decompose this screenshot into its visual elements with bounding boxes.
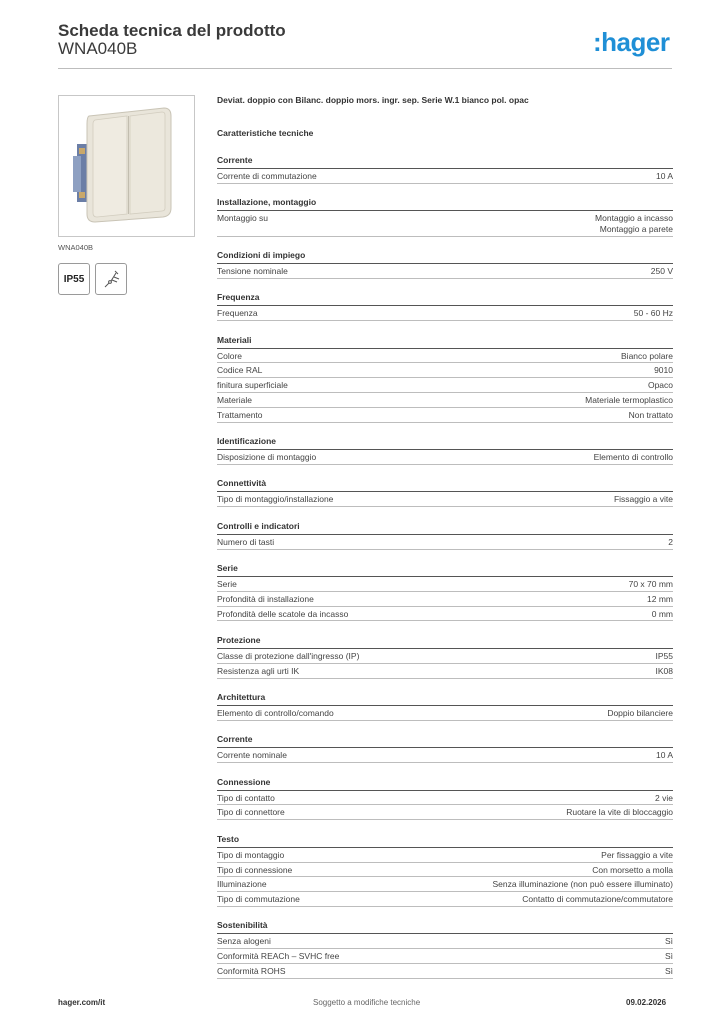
spec-value <box>621 351 673 362</box>
footer-date: 09.02.2026 <box>626 998 667 1007</box>
spec-value <box>607 708 673 719</box>
section-title: Condizioni di impiego <box>217 250 673 264</box>
spec-value-line: Ruotare la vite di bloccaggio <box>566 807 673 818</box>
spec-value <box>668 537 673 548</box>
spec-label: Serie <box>217 579 237 590</box>
spec-label: finitura superficiale <box>217 380 288 391</box>
spec-row <box>217 706 673 721</box>
spec-section <box>217 777 673 821</box>
spec-row <box>217 450 673 465</box>
spec-value-line: Opaco <box>647 380 673 391</box>
characteristics-heading: Caratteristiche tecniche <box>217 128 314 138</box>
spec-section <box>217 920 673 978</box>
spec-value <box>647 594 673 605</box>
spec-section <box>217 734 673 763</box>
spec-label: Tipo di commutazione <box>217 894 300 905</box>
spec-label: Tipo di montaggio/installazione <box>217 494 334 505</box>
spec-row <box>217 877 673 892</box>
spec-value-line: Sì <box>664 936 673 947</box>
spec-label: Tipo di connessione <box>217 864 293 875</box>
spec-value-line: 9010 <box>654 365 673 376</box>
spec-row <box>217 607 673 622</box>
spec-section <box>217 250 673 279</box>
spec-label: Tensione nominale <box>217 266 288 277</box>
spec-value-line: Fissaggio a vite <box>613 494 673 505</box>
spec-value-line: 2 <box>668 536 673 547</box>
spec-value <box>594 452 673 463</box>
spec-value <box>665 951 673 962</box>
spec-row <box>217 211 673 236</box>
spec-value <box>651 266 673 277</box>
spec-value-line: 70 x 70 mm <box>628 579 673 590</box>
spec-value <box>595 213 673 234</box>
footer-note: Soggetto a modifiche tecniche <box>313 998 421 1007</box>
footer-website: hager.com/it <box>58 998 106 1007</box>
spec-row <box>217 306 673 321</box>
switch-image <box>59 96 194 236</box>
spec-row <box>217 393 673 408</box>
product-code: WNA040B <box>58 39 138 58</box>
section-title: Installazione, montaggio <box>217 197 673 211</box>
spec-value <box>656 666 674 677</box>
section-title: Controlli e indicatori <box>217 521 673 535</box>
spec-section <box>217 436 673 465</box>
spec-value <box>614 494 673 505</box>
spec-section <box>217 478 673 507</box>
spec-value <box>655 793 673 804</box>
spec-value-line: 0 mm <box>651 608 673 619</box>
hager-logo: :hager <box>593 27 670 57</box>
spec-value-line: Materiale termoplastico <box>585 395 673 406</box>
spec-label: Corrente di commutazione <box>217 171 317 181</box>
spec-value-line: Sì <box>664 966 673 977</box>
spec-row <box>217 649 673 664</box>
spec-label: Trattamento <box>217 409 263 420</box>
spec-label: Elemento di controllo/comando <box>217 708 334 719</box>
spec-section <box>217 521 673 550</box>
spec-section <box>217 563 673 621</box>
spec-label: Senza alogeni <box>217 936 271 947</box>
spec-value <box>629 579 673 590</box>
spec-content <box>217 95 673 992</box>
section-title: Connettività <box>217 478 673 492</box>
spec-value-line: 12 mm <box>647 593 673 604</box>
product-description: Deviat. doppio con Bilanc. doppio mors. ingr. sep. Serie W.1 bianco pol. opac <box>217 95 529 105</box>
spec-label: Resistenza agli urti IK <box>217 665 300 676</box>
spec-value-line: Sì <box>664 951 673 962</box>
spec-row <box>217 848 673 863</box>
spec-label: Corrente nominale <box>217 750 287 761</box>
spec-value-line: IK08 <box>655 665 673 676</box>
section-title: Testo <box>217 834 673 848</box>
spec-label: Montaggio su <box>217 213 269 224</box>
spec-label: Numero di tasti <box>217 536 275 547</box>
page-title: Scheda tecnica del prodotto <box>58 21 286 40</box>
spec-row <box>217 349 673 364</box>
spec-sections <box>217 155 673 979</box>
spec-label: Frequenza <box>217 308 258 319</box>
spec-value-line: Non trattato <box>628 409 673 420</box>
spec-label: Tipo di contatto <box>217 792 275 803</box>
spec-value-line: Contatto di commutazione/commutatore <box>522 894 673 905</box>
spec-section <box>217 635 673 679</box>
spec-label: Disposizione di montaggio <box>217 452 317 463</box>
spec-section <box>217 834 673 907</box>
spec-row <box>217 664 673 679</box>
section-title: Identificazione <box>217 436 673 450</box>
spec-row <box>217 264 673 279</box>
spec-value-line: IP55 <box>655 650 673 661</box>
section-title: Connessione <box>217 777 673 791</box>
spec-row <box>217 892 673 907</box>
spec-value-line: Montaggio a parete <box>599 223 673 234</box>
spec-value <box>592 865 673 876</box>
spec-value-line: 50 - 60 Hz <box>633 308 673 319</box>
spec-row <box>217 949 673 964</box>
spec-label: Illuminazione <box>217 879 267 890</box>
header-divider <box>58 68 672 69</box>
spec-value-line: 10 A <box>655 171 673 181</box>
spec-row <box>217 791 673 806</box>
spec-value <box>601 850 673 861</box>
product-photo <box>58 95 195 237</box>
spec-value <box>648 380 673 391</box>
section-title: Sostenibilità <box>217 920 673 934</box>
spec-row <box>217 964 673 979</box>
spec-value-line: Doppio bilanciere <box>607 708 673 719</box>
spec-row <box>217 378 673 393</box>
spec-label: Conformità REACh – SVHC free <box>217 951 340 962</box>
section-title: Corrente <box>217 155 673 169</box>
spec-value <box>656 651 674 662</box>
spec-value-line: Bianco polare <box>621 350 673 361</box>
spec-section <box>217 692 673 721</box>
spec-value <box>566 807 673 818</box>
spec-value <box>652 609 673 620</box>
spec-value <box>493 879 674 890</box>
spec-section <box>217 155 673 184</box>
spec-row <box>217 363 673 378</box>
spec-value <box>665 936 673 947</box>
section-title: Protezione <box>217 635 673 649</box>
spec-row <box>217 492 673 507</box>
spec-value-line: 10 A <box>655 750 673 761</box>
spec-value-line: 2 vie <box>655 792 673 803</box>
section-title: Materiali <box>217 335 673 349</box>
spec-section <box>217 197 673 236</box>
section-title: Corrente <box>217 734 673 748</box>
spec-section <box>217 292 673 321</box>
spec-value <box>656 750 673 761</box>
spec-value-line: Elemento di controllo <box>593 452 673 463</box>
photo-caption: WNA040B <box>58 243 94 252</box>
spec-value <box>654 365 673 376</box>
ip-rating-badge: IP55 <box>58 263 90 295</box>
section-title: Frequenza <box>217 292 673 306</box>
spec-value <box>585 395 673 406</box>
spec-label: Profondità di installazione <box>217 593 314 604</box>
spec-row <box>217 863 673 878</box>
spec-value <box>634 308 673 319</box>
spec-value <box>522 894 673 905</box>
spec-label: Profondità delle scatole da incasso <box>217 608 349 619</box>
spec-label: Materiale <box>217 395 252 406</box>
switch-symbol-icon <box>95 263 127 295</box>
spec-value <box>656 171 673 182</box>
spec-value-line: Montaggio a incasso <box>595 213 673 224</box>
spec-value-line: Con morsetto a molla <box>592 864 673 875</box>
spec-label: Conformità ROHS <box>217 966 286 977</box>
spec-label: Codice RAL <box>217 365 263 376</box>
spec-value <box>665 966 673 977</box>
section-title: Serie <box>217 563 673 577</box>
spec-row <box>217 577 673 592</box>
spec-label: Colore <box>217 350 243 361</box>
section-title: Architettura <box>217 692 673 706</box>
spec-label: Classe di protezione dall'ingresso (IP) <box>217 650 360 661</box>
spec-row <box>217 169 673 184</box>
spec-row <box>217 748 673 763</box>
spec-row <box>217 805 673 820</box>
spec-value-line: Per fissaggio a vite <box>601 849 673 860</box>
spec-value-line: 250 V <box>650 266 673 277</box>
spec-row <box>217 408 673 423</box>
spec-value-line: Senza illuminazione (non può essere illuminato) <box>492 879 673 890</box>
spec-row <box>217 934 673 949</box>
spec-section <box>217 335 673 423</box>
spec-label: Tipo di montaggio <box>217 849 285 860</box>
spec-value <box>629 410 673 421</box>
spec-label: Tipo di connettore <box>217 807 285 818</box>
spec-row <box>217 592 673 607</box>
spec-row <box>217 535 673 550</box>
